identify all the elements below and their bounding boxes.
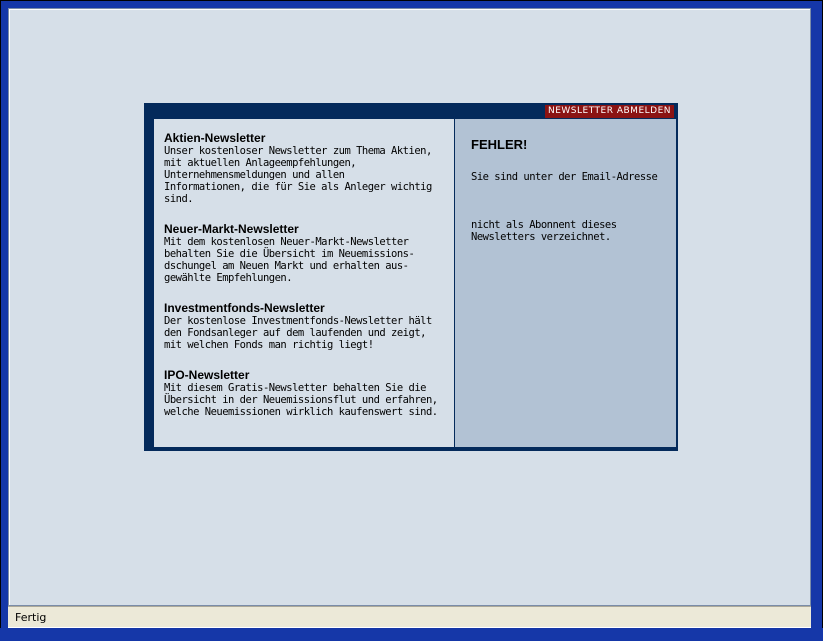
status-bar — [8, 606, 811, 628]
panel-header — [144, 103, 678, 119]
newsletter-description: Mit dem kostenlosen Neuer-Markt-Newsletter behalten Sie die Übersicht im Neuemissions- dschungel am Neuen Markt und erhalten aus- gewählte Empfehlungen. — [164, 236, 415, 284]
newsletter-title[interactable]: Neuer-Markt-Newsletter — [164, 222, 299, 236]
newsletter-title[interactable]: Investmentfonds-Newsletter — [164, 301, 325, 315]
newsletter-list — [154, 119, 454, 447]
status-text: Fertig — [15, 611, 47, 624]
newsletter-description: Der kostenlose Investmentfonds-Newsletter hält den Fondsanleger auf dem laufenden und zeigt, mit welchen Fonds man richtig liegt! — [164, 315, 432, 351]
newsletter-title[interactable]: IPO-Newsletter — [164, 368, 250, 382]
error-title: FEHLER! — [471, 137, 528, 152]
error-message-line2: nicht als Abonnent dieses Newsletters verzeichnet. — [471, 219, 617, 243]
page-viewport — [8, 8, 811, 606]
newsletter-panel — [144, 103, 678, 451]
newsletter-item-aktien — [164, 131, 449, 205]
newsletter-item-ipo — [164, 368, 449, 418]
newsletter-item-investmentfonds — [164, 301, 449, 351]
window-bottom-border — [0, 628, 823, 641]
newsletter-title[interactable]: Aktien-Newsletter — [164, 131, 266, 145]
error-message-line1: Sie sind unter der Email-Adresse — [471, 171, 658, 183]
unsubscribe-newsletter-link[interactable]: NEWSLETTER ABMELDEN — [545, 105, 674, 118]
newsletter-description: Unser kostenloser Newsletter zum Thema Aktien, mit aktuellen Anlageempfehlungen, Unternehmensmeldungen und allen Informationen, die für Sie als Anleger wichtig sind. — [164, 145, 432, 205]
error-box — [455, 119, 676, 447]
newsletter-description: Mit diesem Gratis-Newsletter behalten Sie die Übersicht in der Neuemissionsflut und erfahren, welche Neuemissionen wirklich kaufenswert sind. — [164, 382, 438, 418]
newsletter-item-neuer-markt — [164, 222, 449, 284]
